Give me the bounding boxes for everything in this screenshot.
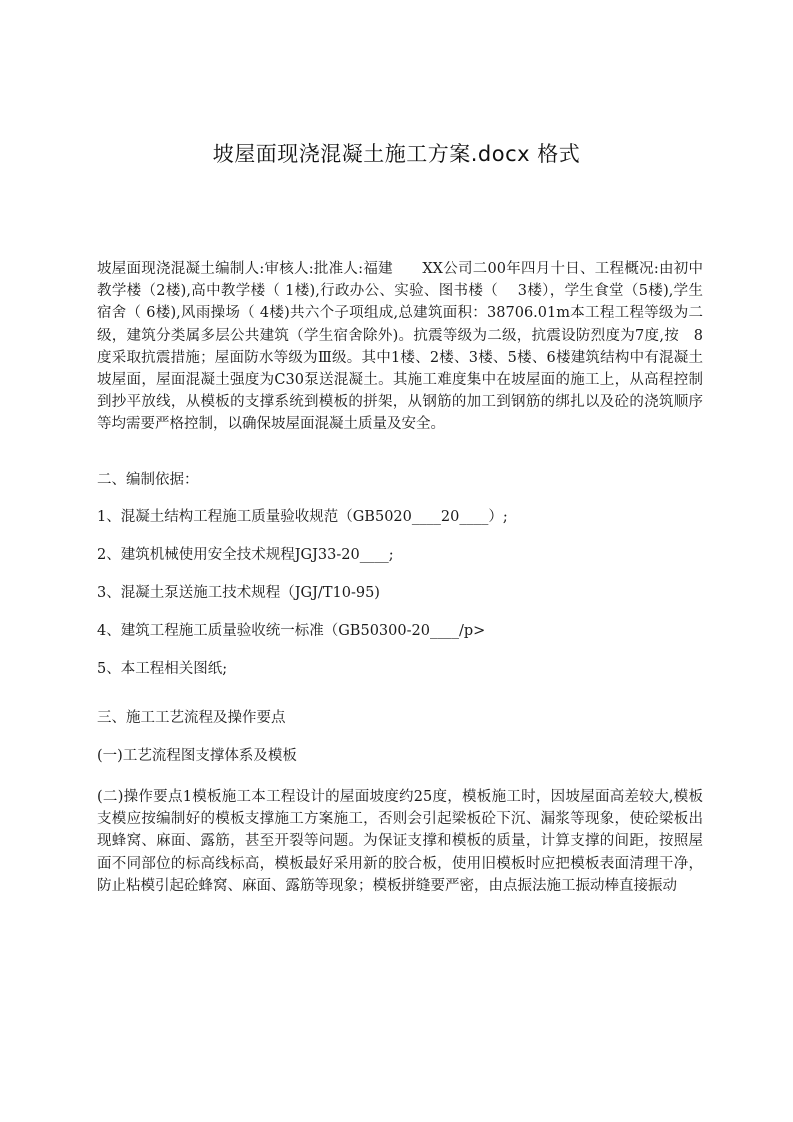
document-title: 坡屋面现浇混凝土施工方案.docx 格式	[212, 142, 581, 166]
process-heading: 三、施工工艺流程及操作要点	[97, 710, 286, 726]
basis-item-5: 5、本工程相关图纸;	[97, 661, 228, 677]
process-subsection-2-paragraph: (二)操作要点1模板施工本工程设计的屋面坡度约25度，模板施工时，因坡屋面高差较大,模板支模应按编制好的模板支撑施工方案施工，否则会引起梁板砼下沉、漏浆等现象，使砼梁板出现蜂窝、麻面、露筋，甚至开裂等问题。为保证支撑和模板的质量，计算支撑的间距，按照屋面不同部位的标高线标高，模板最好采用新的胶合板，使用旧模板时应把模板表面清理干净，防止粘模引起砼蜂窝、麻面、露筋等现象；模板拼缝要严密，由点振法施工振动棒直接振动	[97, 789, 703, 894]
basis-item-4: 4、建筑工程施工质量验收统一标准（GB50300-20____/p>	[97, 623, 486, 639]
basis-heading: 二、编制依据：	[97, 472, 199, 488]
process-subheading-1: (一)工艺流程图支撑体系及模板	[97, 748, 297, 764]
basis-item-3: 3、混凝土泵送施工技术规程（JGJ/T10-95)	[97, 585, 380, 601]
intro-paragraph: 坡屋面现浇混凝土编制人:审核人:批准人:福建 XX公司二00年四月十日、工程概况:由初中教学楼（2楼),高中教学楼（ 1楼),行政办公、实验、图书楼（ 3楼），学生食堂（5楼),学生宿舍（ 6楼),风雨操场（ 4楼)共六个子项组成,总建筑面积：38706.01m本工程工程等级为二级，建筑分类属多层公共建筑（学生宿舍除外)。抗震等级为二级，抗震设防烈度为7度,按 8度采取抗震措施；屋面防水等级为Ⅲ级。其中1楼、2楼、3楼、5楼、6楼建筑结构中有混凝土坡屋面，屋面混凝土强度为C30泵送混凝土。其施工难度集中在坡屋面的施工上，从高程控制到抄平放线，从模板的支撑系统到模板的拼架，从钢筋的加工到钢筋的绑扎以及砼的浇筑顺序等均需要严格控制，以确保坡屋面混凝土质量及安全。	[97, 261, 703, 433]
basis-item-2: 2、建筑机械使用安全技术规程JGJ33-20____;	[97, 547, 394, 563]
basis-item-1: 1、混凝土结构工程施工质量验收规范（GB5020____20____）;	[97, 509, 508, 525]
